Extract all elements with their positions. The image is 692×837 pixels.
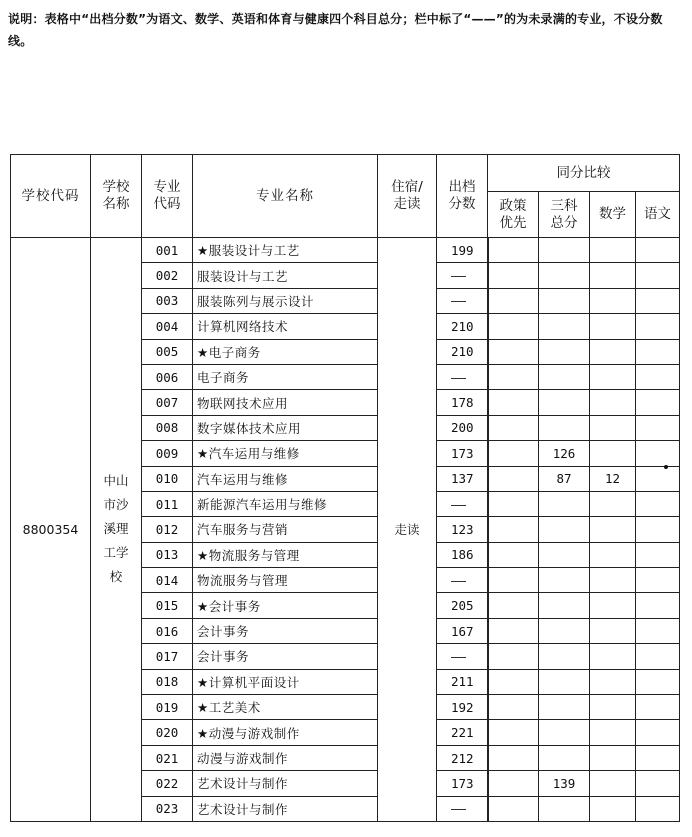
header-three-total bbox=[539, 192, 590, 238]
major-code-cell: 010 bbox=[142, 466, 193, 491]
three-total-cell: 126 bbox=[539, 441, 590, 466]
math-cell bbox=[590, 339, 636, 364]
score-cell: —— bbox=[437, 364, 488, 389]
chinese-cell bbox=[636, 568, 680, 593]
score-cell: 173 bbox=[437, 771, 488, 796]
policy-priority-cell bbox=[488, 491, 539, 516]
policy-priority-cell bbox=[488, 238, 539, 263]
three-total-cell bbox=[539, 314, 590, 339]
header-score bbox=[437, 155, 488, 238]
math-cell bbox=[590, 288, 636, 313]
policy-priority-cell bbox=[488, 314, 539, 339]
major-name-cell: ★电子商务 bbox=[193, 339, 378, 364]
chinese-cell bbox=[636, 796, 680, 821]
math-cell: 12 bbox=[590, 466, 636, 491]
chinese-cell bbox=[636, 263, 680, 288]
chinese-cell bbox=[636, 745, 680, 770]
score-cell: 221 bbox=[437, 720, 488, 745]
school-name-line: 工学 bbox=[103, 545, 129, 561]
chinese-cell bbox=[636, 542, 680, 567]
score-cell: 212 bbox=[437, 745, 488, 770]
major-name-cell: 数字媒体技术应用 bbox=[193, 415, 378, 440]
major-name-cell: 服装陈列与展示设计 bbox=[193, 288, 378, 313]
math-cell bbox=[590, 796, 636, 821]
major-code-cell: 001 bbox=[142, 238, 193, 263]
score-cell: 192 bbox=[437, 695, 488, 720]
math-cell bbox=[590, 364, 636, 389]
header-math-text: 数学 bbox=[599, 206, 626, 222]
major-code-cell: 018 bbox=[142, 669, 193, 694]
math-cell bbox=[590, 314, 636, 339]
math-cell bbox=[590, 618, 636, 643]
policy-priority-cell bbox=[488, 441, 539, 466]
policy-priority-cell bbox=[488, 669, 539, 694]
score-cell: —— bbox=[437, 644, 488, 669]
score-cell: 200 bbox=[437, 415, 488, 440]
math-cell bbox=[590, 568, 636, 593]
header-major-code-text: 专业代码 bbox=[153, 179, 181, 212]
major-name-cell: 新能源汽车运用与维修 bbox=[193, 491, 378, 516]
score-cell: 167 bbox=[437, 618, 488, 643]
major-name-cell: 物流服务与管理 bbox=[193, 568, 378, 593]
school-name-line: 溪理 bbox=[103, 521, 129, 537]
chinese-cell bbox=[636, 644, 680, 669]
policy-priority-cell bbox=[488, 745, 539, 770]
math-cell bbox=[590, 542, 636, 567]
score-cell: 210 bbox=[437, 339, 488, 364]
major-code-cell: 016 bbox=[142, 618, 193, 643]
chinese-cell bbox=[636, 720, 680, 745]
three-total-cell bbox=[539, 238, 590, 263]
major-code-cell: 015 bbox=[142, 593, 193, 618]
policy-priority-cell bbox=[488, 618, 539, 643]
major-code-cell: 022 bbox=[142, 771, 193, 796]
three-total-cell bbox=[539, 796, 590, 821]
score-cell: 211 bbox=[437, 669, 488, 694]
major-name-cell: ★汽车运用与维修 bbox=[193, 441, 378, 466]
major-name-cell: 计算机网络技术 bbox=[193, 314, 378, 339]
header-tie-compare bbox=[488, 155, 680, 192]
score-cell: —— bbox=[437, 263, 488, 288]
major-name-cell: ★工艺美术 bbox=[193, 695, 378, 720]
major-code-cell: 003 bbox=[142, 288, 193, 313]
policy-priority-cell bbox=[488, 796, 539, 821]
ink-dot-mark bbox=[664, 465, 668, 469]
policy-priority-cell bbox=[488, 390, 539, 415]
three-total-cell bbox=[539, 644, 590, 669]
table-row bbox=[11, 238, 680, 263]
score-cell: —— bbox=[437, 796, 488, 821]
score-cell: —— bbox=[437, 568, 488, 593]
major-name-cell: ★动漫与游戏制作 bbox=[193, 720, 378, 745]
math-cell bbox=[590, 771, 636, 796]
major-name-cell: 汽车服务与营销 bbox=[193, 517, 378, 542]
header-major-name-text: 专业名称 bbox=[256, 187, 314, 204]
score-cell: 199 bbox=[437, 238, 488, 263]
header-lodging-text: 住宿/走读 bbox=[391, 179, 423, 212]
header-chinese-text: 语文 bbox=[644, 206, 671, 222]
policy-priority-cell bbox=[488, 593, 539, 618]
major-name-cell: 动漫与游戏制作 bbox=[193, 745, 378, 770]
three-total-cell bbox=[539, 695, 590, 720]
score-cell: —— bbox=[437, 491, 488, 516]
score-cell: 123 bbox=[437, 517, 488, 542]
policy-priority-cell bbox=[488, 415, 539, 440]
three-total-cell bbox=[539, 517, 590, 542]
policy-priority-cell bbox=[488, 771, 539, 796]
math-cell bbox=[590, 669, 636, 694]
three-total-cell: 87 bbox=[539, 466, 590, 491]
policy-priority-cell bbox=[488, 517, 539, 542]
major-name-cell: ★物流服务与管理 bbox=[193, 542, 378, 567]
header-major-name bbox=[193, 155, 378, 238]
major-name-cell: 服装设计与工艺 bbox=[193, 263, 378, 288]
major-code-cell: 021 bbox=[142, 745, 193, 770]
math-cell bbox=[590, 745, 636, 770]
major-name-cell: 电子商务 bbox=[193, 364, 378, 389]
three-total-cell bbox=[539, 720, 590, 745]
three-total-cell bbox=[539, 568, 590, 593]
major-name-cell: 会计事务 bbox=[193, 618, 378, 643]
chinese-cell bbox=[636, 593, 680, 618]
major-name-cell: ★计算机平面设计 bbox=[193, 669, 378, 694]
major-code-cell: 004 bbox=[142, 314, 193, 339]
major-code-cell: 002 bbox=[142, 263, 193, 288]
header-policy-priority-text: 政策优先 bbox=[499, 197, 527, 231]
math-cell bbox=[590, 390, 636, 415]
math-cell bbox=[590, 415, 636, 440]
header-three-total-text: 三科总分 bbox=[550, 197, 578, 231]
chinese-cell bbox=[636, 238, 680, 263]
math-cell bbox=[590, 695, 636, 720]
major-code-cell: 014 bbox=[142, 568, 193, 593]
three-total-cell: 139 bbox=[539, 771, 590, 796]
major-name-cell: ★服装设计与工艺 bbox=[193, 238, 378, 263]
header-policy-priority bbox=[488, 192, 539, 238]
policy-priority-cell bbox=[488, 364, 539, 389]
score-cell: 178 bbox=[437, 390, 488, 415]
three-total-cell bbox=[539, 339, 590, 364]
policy-priority-cell bbox=[488, 568, 539, 593]
chinese-cell bbox=[636, 415, 680, 440]
chinese-cell bbox=[636, 314, 680, 339]
major-code-cell: 011 bbox=[142, 491, 193, 516]
school-name-line: 中山 bbox=[103, 473, 129, 489]
school-name-cell bbox=[91, 238, 142, 822]
chinese-cell bbox=[636, 618, 680, 643]
admission-score-table bbox=[10, 154, 680, 822]
three-total-cell bbox=[539, 364, 590, 389]
score-cell: 205 bbox=[437, 593, 488, 618]
policy-priority-cell bbox=[488, 263, 539, 288]
policy-priority-cell bbox=[488, 542, 539, 567]
header-chinese bbox=[636, 192, 680, 238]
header-major-code bbox=[142, 155, 193, 238]
three-total-cell bbox=[539, 263, 590, 288]
three-total-cell bbox=[539, 542, 590, 567]
chinese-cell bbox=[636, 517, 680, 542]
school-name-line: 市沙 bbox=[103, 497, 129, 513]
math-cell bbox=[590, 491, 636, 516]
policy-priority-cell bbox=[488, 466, 539, 491]
header-school-code bbox=[11, 155, 91, 238]
chinese-cell bbox=[636, 339, 680, 364]
math-cell bbox=[590, 263, 636, 288]
major-name-cell: ★会计事务 bbox=[193, 593, 378, 618]
major-code-cell: 007 bbox=[142, 390, 193, 415]
chinese-cell bbox=[636, 441, 680, 466]
major-code-cell: 017 bbox=[142, 644, 193, 669]
math-cell bbox=[590, 441, 636, 466]
chinese-cell bbox=[636, 466, 680, 491]
header-score-text: 出档分数 bbox=[448, 179, 476, 212]
header-school-name bbox=[91, 155, 142, 238]
major-name-cell: 艺术设计与制作 bbox=[193, 796, 378, 821]
table-body bbox=[11, 238, 680, 822]
header-school-name-text: 学校名称 bbox=[102, 179, 130, 212]
header-tie-compare-text: 同分比较 bbox=[556, 164, 611, 181]
policy-priority-cell bbox=[488, 720, 539, 745]
score-cell: 210 bbox=[437, 314, 488, 339]
major-code-cell: 009 bbox=[142, 441, 193, 466]
school-code-cell: 8800354 bbox=[11, 238, 91, 822]
major-code-cell: 008 bbox=[142, 415, 193, 440]
chinese-cell bbox=[636, 491, 680, 516]
major-code-cell: 005 bbox=[142, 339, 193, 364]
math-cell bbox=[590, 720, 636, 745]
policy-priority-cell bbox=[488, 288, 539, 313]
chinese-cell bbox=[636, 364, 680, 389]
major-name-cell: 会计事务 bbox=[193, 644, 378, 669]
major-name-cell: 艺术设计与制作 bbox=[193, 771, 378, 796]
major-name-cell: 物联网技术应用 bbox=[193, 390, 378, 415]
chinese-cell bbox=[636, 669, 680, 694]
three-total-cell bbox=[539, 669, 590, 694]
lodging-cell: 走读 bbox=[378, 238, 437, 822]
major-code-cell: 012 bbox=[142, 517, 193, 542]
chinese-cell bbox=[636, 390, 680, 415]
score-cell: —— bbox=[437, 288, 488, 313]
policy-priority-cell bbox=[488, 695, 539, 720]
explanation-note: 说明：表格中“出档分数”为语文、数学、英语和体育与健康四个科目总分；栏中标了“——”的为未录满的专业，不设分数线。 bbox=[8, 12, 663, 48]
header-math bbox=[590, 192, 636, 238]
school-name-line: 校 bbox=[109, 569, 123, 585]
chinese-cell bbox=[636, 695, 680, 720]
three-total-cell bbox=[539, 415, 590, 440]
chinese-cell bbox=[636, 771, 680, 796]
three-total-cell bbox=[539, 593, 590, 618]
math-cell bbox=[590, 238, 636, 263]
major-code-cell: 006 bbox=[142, 364, 193, 389]
three-total-cell bbox=[539, 745, 590, 770]
math-cell bbox=[590, 517, 636, 542]
math-cell bbox=[590, 593, 636, 618]
score-cell: 173 bbox=[437, 441, 488, 466]
major-code-cell: 013 bbox=[142, 542, 193, 567]
score-cell: 137 bbox=[437, 466, 488, 491]
major-name-cell: 汽车运用与维修 bbox=[193, 466, 378, 491]
header-lodging bbox=[378, 155, 437, 238]
three-total-cell bbox=[539, 491, 590, 516]
policy-priority-cell bbox=[488, 339, 539, 364]
score-cell: 186 bbox=[437, 542, 488, 567]
three-total-cell bbox=[539, 288, 590, 313]
major-code-cell: 019 bbox=[142, 695, 193, 720]
three-total-cell bbox=[539, 390, 590, 415]
major-code-cell: 020 bbox=[142, 720, 193, 745]
major-code-cell: 023 bbox=[142, 796, 193, 821]
header-school-code-text: 学校代码 bbox=[21, 187, 80, 204]
three-total-cell bbox=[539, 618, 590, 643]
policy-priority-cell bbox=[488, 644, 539, 669]
math-cell bbox=[590, 644, 636, 669]
chinese-cell bbox=[636, 288, 680, 313]
